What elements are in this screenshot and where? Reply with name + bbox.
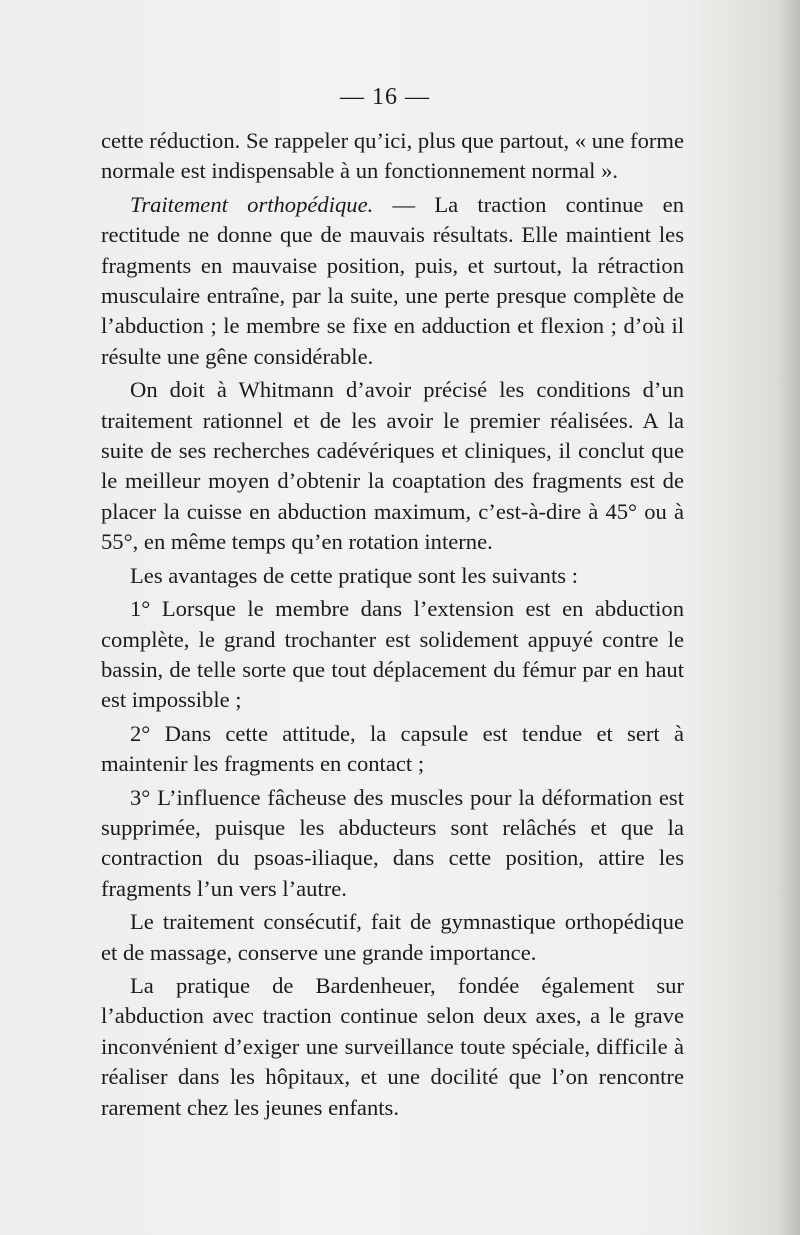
list-item: 3° L’influence fâcheuse des muscles pour la déformation est supprimée, puisque les abducteurs sont relâchés et que la contraction du psoas-iliaque, dans cette position, attire les fragments l’un vers l’autre.	[101, 784, 684, 901]
page-number: — 16 —	[340, 84, 430, 110]
list-item: 2° Dans cette attitude, la capsule est tendue et sert à maintenir les fragments en contact ;	[101, 720, 684, 777]
body-text	[101, 126, 684, 1123]
paragraph: Les avantages de cette pratique sont les suivants :	[130, 562, 578, 588]
paragraph: La pratique de Bardenheuer, fondée également sur l’abduction avec traction continue selon deux axes, a le grave inconvénient d’exiger une surveillance toute spéciale, difficile à réaliser dans les hôpitaux, et une docilité que l’on rencontre rarement chez les jeunes enfants.	[101, 972, 684, 1120]
section-heading: Traitement orthopédique.	[130, 191, 374, 217]
paragraph: On doit à Whitmann d’avoir précisé les conditions d’un traitement rationnel et de les avoir le premier réalisées. A la suite de ses recherches cadévériques et cliniques, il conclut que le meilleur moyen d’obtenir la coaptation des fragments est de placer la cuisse en abduction maximum, c’est-à-dire à 45° ou à 55°, en même temps qu’en rotation interne.	[101, 377, 684, 555]
list-item: 1° Lorsque le membre dans l’extension est en abduction complète, le grand trochanter est solidement appuyé contre le bassin, de telle sorte que tout déplacement du fémur par en haut est impossible ;	[101, 596, 684, 713]
paragraph	[101, 190, 684, 372]
paragraph: Le traitement consécutif, fait de gymnastique orthopédique et de massage, conserve une grande importance.	[101, 909, 684, 965]
paragraph-text: — La traction continue en rectitude ne donne que de mauvais résultats. Elle maintient les fragments en mauvaise position, puis, et surtout, la rétraction musculaire entraîne, par la suite, une perte presque complète de l’abduction ; le membre se fixe en adduction et flexion ; d’où il résulte une gêne considérable.	[101, 191, 684, 369]
paragraph: cette réduction. Se rappeler qu’ici, plus que partout, « une forme normale est indispensable à un fonctionnement normal ».	[101, 128, 684, 184]
